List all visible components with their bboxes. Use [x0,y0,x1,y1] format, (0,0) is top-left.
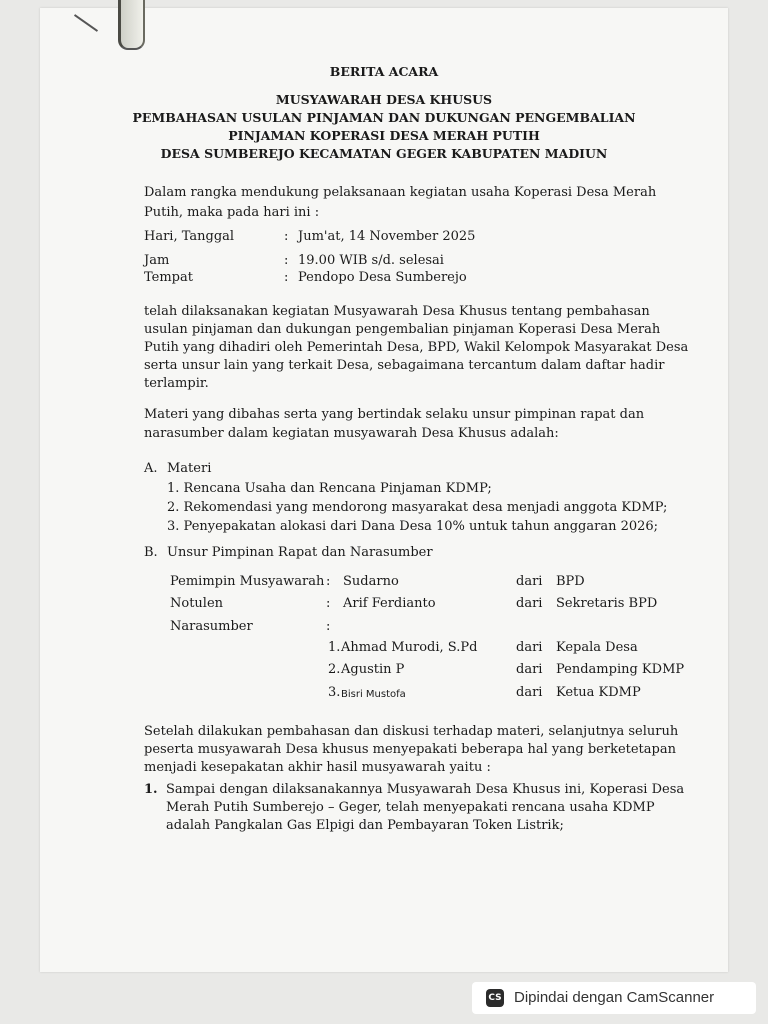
subtitle-line: PEMBAHASAN USULAN PINJAMAN DAN DUKUNGAN PENGEMBALIAN [132,110,636,125]
camscanner-icon: CS [486,989,504,1007]
speaker-origin: Kepala Desa [556,640,638,655]
schedule-label: Jam [144,253,170,268]
watermark-text: Dipindai dengan CamScanner [514,989,715,1006]
speaker-from: dari [516,640,543,655]
agreement-line: Sampai dengan dilaksanakannya Musyawarah Desa Khusus ini, Koperasi Desa [166,782,685,797]
materi-item: 2. Rekomendasi yang mendorong masyarakat desa menjadi anggota KDMP; [167,500,668,515]
body-line: Setelah dilakukan pembahasan dan diskusi terhadap materi, selanjutnya seluruh [144,724,679,739]
agreement-line: adalah Pangkalan Gas Elpigi dan Pembayaran Token Listrik; [166,818,564,833]
agreement-line: Merah Putih Sumberejo – Geger, telah menyepakati rencana usaha KDMP [166,800,655,815]
materi-item: 3. Penyepakatan alokasi dari Dana Desa 10% untuk tahun anggaran 2026; [167,519,659,534]
role-from: dari [516,574,543,589]
schedule-value: Pendopo Desa Sumberejo [298,270,467,285]
section-b-heading: Unsur Pimpinan Rapat dan Narasumber [167,545,433,560]
section-b-marker: B. [144,545,158,560]
speaker-name: Agustin P [341,662,405,677]
speaker-number: 3. [328,685,341,700]
subtitle-line: PINJAMAN KOPERASI DESA MERAH PUTIH [228,128,540,143]
schedule-value: 19.00 WIB s/d. selesai [298,253,444,268]
speaker-origin: Pendamping KDMP [556,662,685,677]
subtitle-line: DESA SUMBEREJO KECAMATAN GEGER KABUPATEN MADIUN [160,146,608,161]
camscanner-watermark [472,982,756,1014]
body-line: telah dilaksanakan kegiatan Musyawarah Desa Khusus tentang pembahasan [144,304,650,319]
body-line: serta unsur lain yang terkait Desa, sebagaimana tercantum dalam daftar hadir [144,358,665,373]
role-separator: : [326,574,331,589]
schedule-label: Hari, Tanggal [144,229,235,244]
role-label: Narasumber [170,619,253,634]
role-separator: : [326,596,331,611]
document-title: BERITA ACARA [329,64,439,79]
role-from: dari [516,596,543,611]
body-line: terlampir. [144,376,209,391]
speaker-number: 1. [328,640,341,655]
schedule-separator: : [284,270,289,285]
body-line: Materi yang dibahas serta yang bertindak selaku unsur pimpinan rapat dan [144,407,645,422]
role-name: Arif Ferdianto [343,596,436,611]
materi-item: 1. Rencana Usaha dan Rencana Pinjaman KDMP; [167,481,492,496]
speaker-from: dari [516,662,543,677]
paper-clip [118,0,145,50]
body-line: Putih yang dihadiri oleh Pemerintah Desa, BPD, Wakil Kelompok Masyarakat Desa [144,340,689,355]
role-label: Notulen [170,596,224,611]
speaker-number: 2. [328,662,341,677]
role-name: Sudarno [343,574,399,589]
intro-line: Dalam rangka mendukung pelaksanaan kegiatan usaha Koperasi Desa Merah [144,185,657,200]
schedule-separator: : [284,229,289,244]
speaker-name: Ahmad Murodi, S.Pd [341,640,478,655]
section-a-heading: Materi [167,461,212,476]
schedule-separator: : [284,253,289,268]
role-origin: BPD [556,574,585,589]
body-line: usulan pinjaman dan dukungan pengembalian pinjaman Koperasi Desa Merah [144,322,661,337]
subtitle-line: MUSYAWARAH DESA KHUSUS [275,92,493,107]
body-line: narasumber dalam kegiatan musyawarah Desa Khusus adalah: [144,426,559,441]
intro-line: Putih, maka pada hari ini : [144,205,320,220]
role-label: Pemimpin Musyawarah [170,574,325,589]
section-a-marker: A. [144,461,158,476]
body-line: peserta musyawarah Desa khusus menyepakati beberapa hal yang berketetapan [144,742,676,757]
speaker-from: dari [516,685,543,700]
agreement-number: 1. [144,782,158,797]
body-line: menjadi kesepakatan akhir hasil musyawarah yaitu : [144,760,491,775]
speaker-name: Bisri Mustofa [341,689,406,700]
schedule-label: Tempat [144,270,193,285]
role-origin: Sekretaris BPD [556,596,658,611]
schedule-value: Jum'at, 14 November 2025 [298,229,476,244]
role-separator: : [326,619,331,634]
speaker-origin: Ketua KDMP [556,685,641,700]
